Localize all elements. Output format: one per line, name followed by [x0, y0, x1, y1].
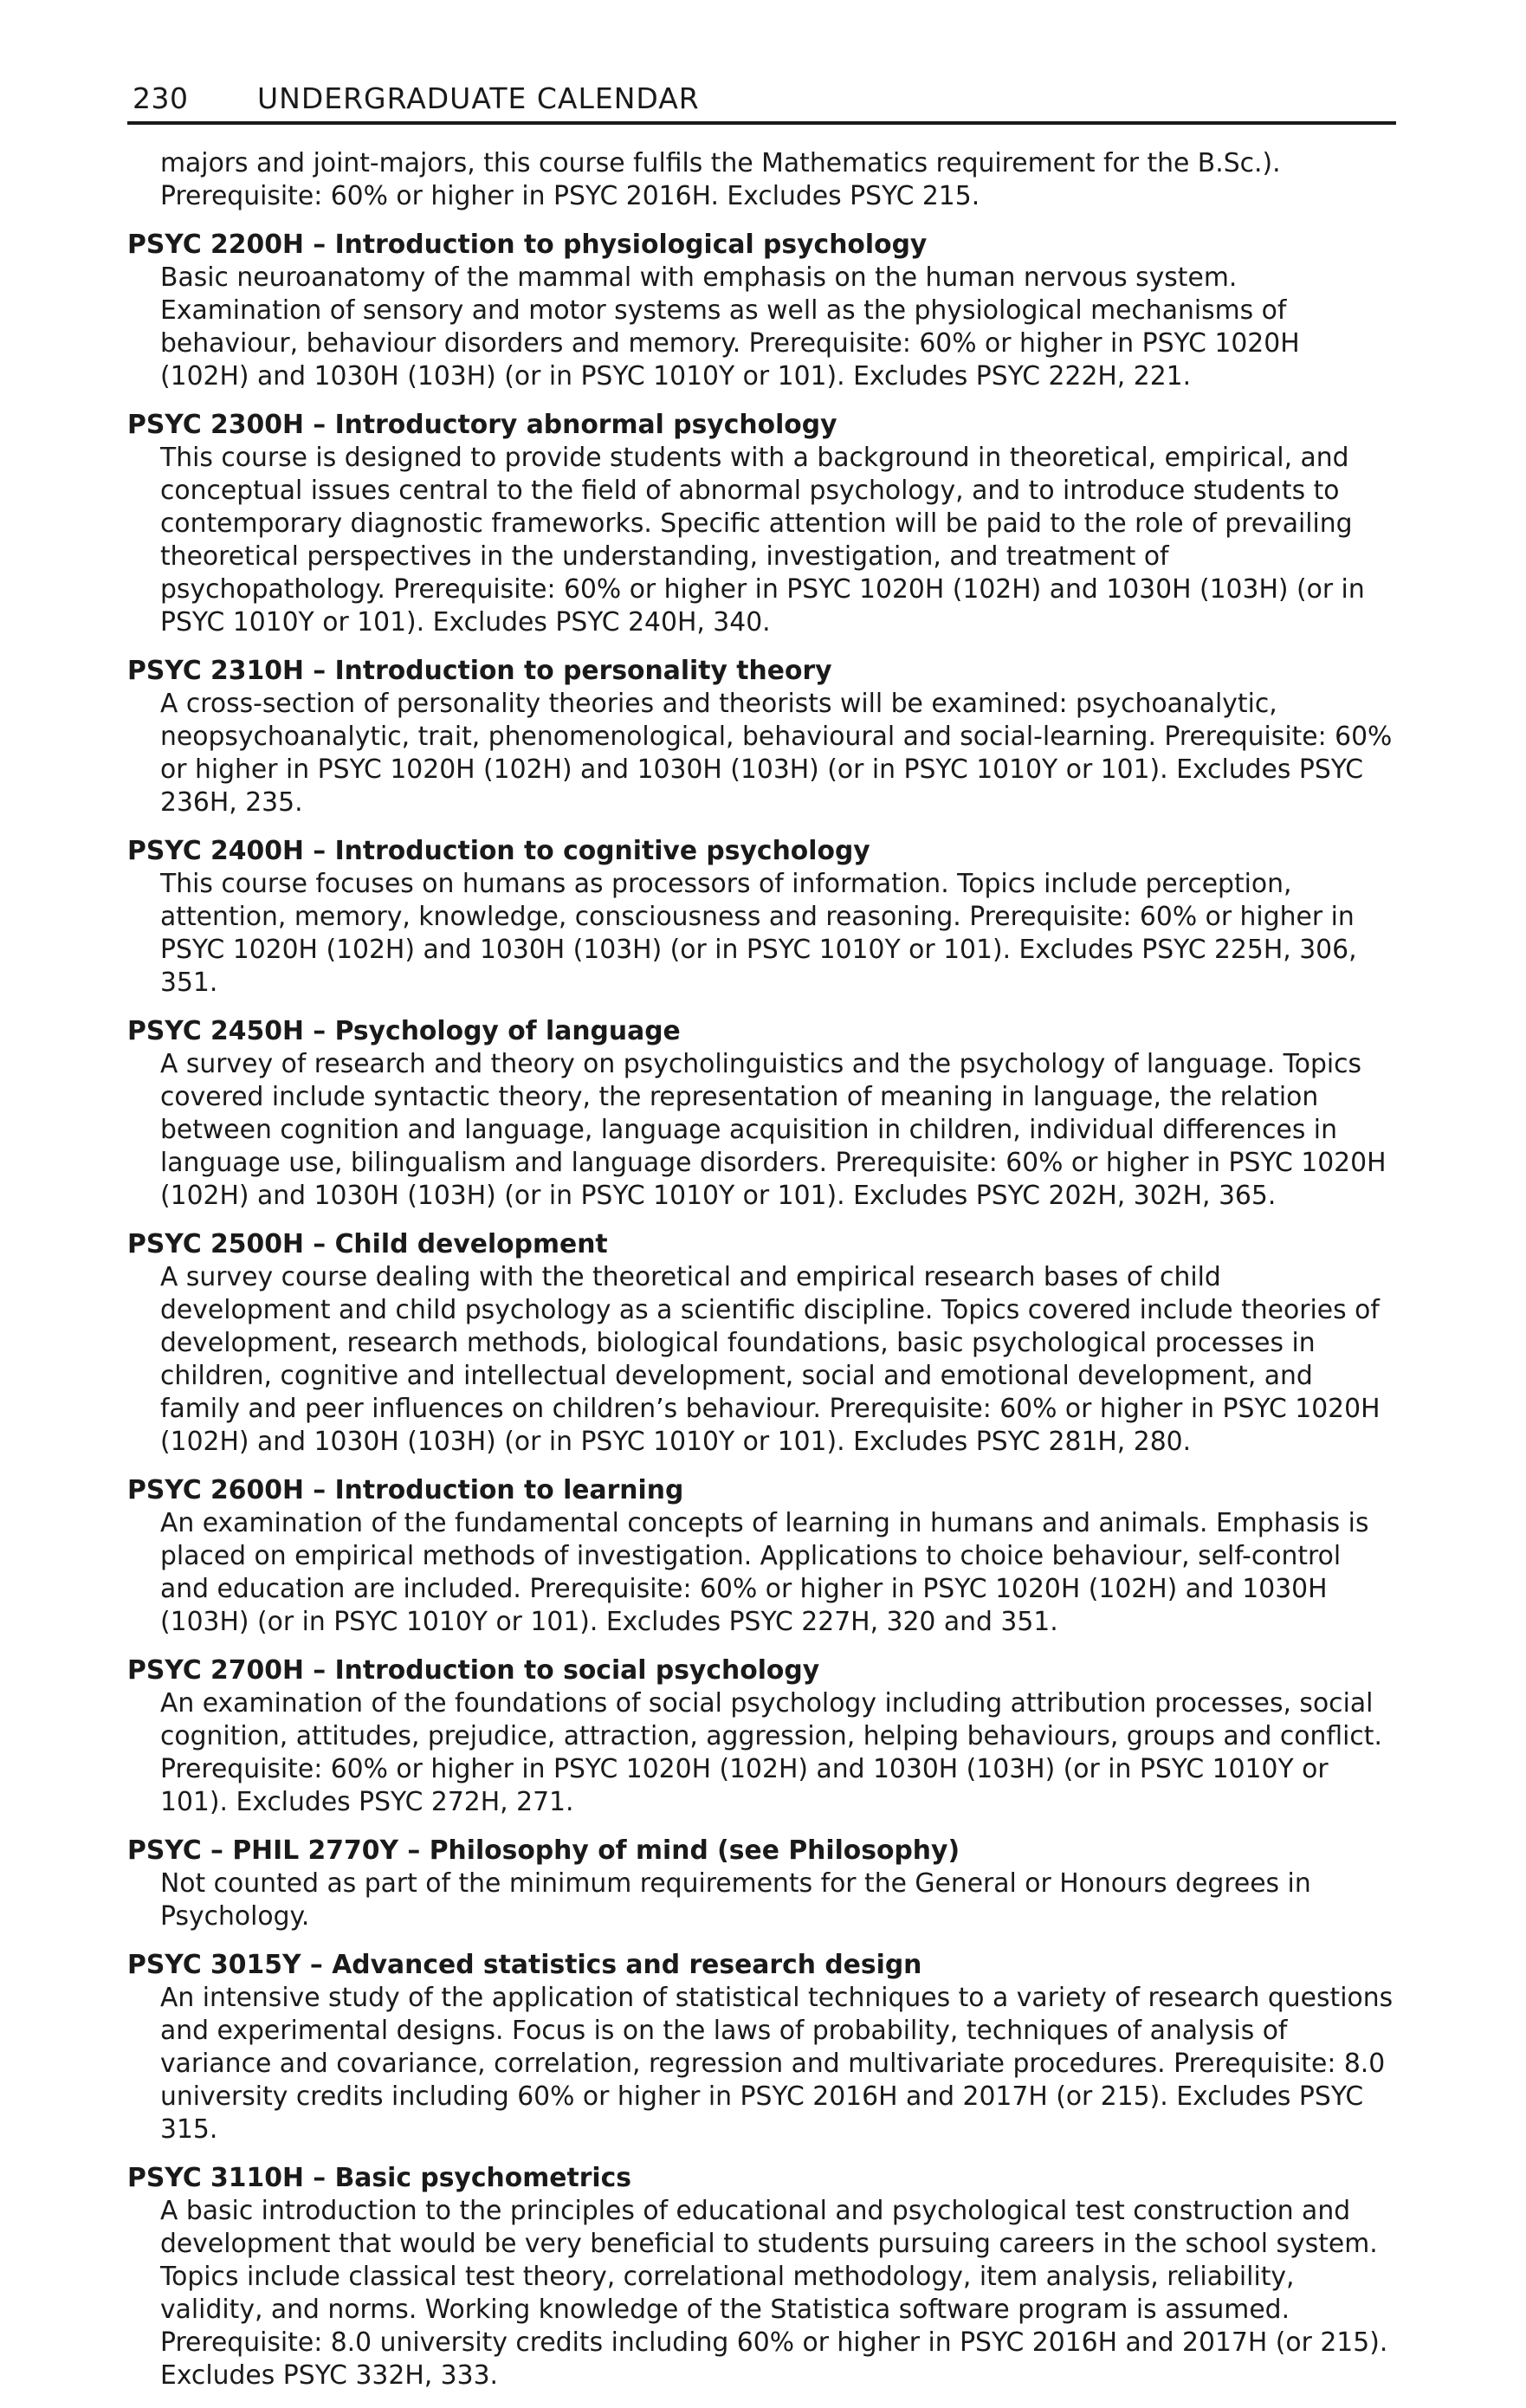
course-description: A survey course dealing with the theoretical and empirical research bases of child development and child psychology as a scientific discipline. Topics covered include theories of development, research methods, biological foundations, basic psychological processes in children, cognitive and intellectual development, social and emotional development, and family and peer influences on children’s behaviour. Prerequisite: 60% or higher in PSYC 1020H (102H) and 1030H (103H) (or in PSYC 1010Y or 101). Excludes PSYC 281H, 280.	[160, 1262, 1381, 1457]
course-description: An examination of the fundamental concepts of learning in humans and animals. Emphasis is placed on empirical methods of investigation. Applications to choice behaviour, self-control and education are included. Prerequisite: 60% or higher in PSYC 1020H (102H) and 1030H (103H) (or in PSYC 1010Y or 101). Excludes PSYC 227H, 320 and 351.	[160, 1508, 1369, 1637]
course-entry	[127, 835, 1396, 1000]
course-entry	[127, 229, 1396, 393]
course-entry	[127, 1228, 1396, 1459]
course-list	[127, 147, 1396, 2408]
course-entry	[127, 2162, 1396, 2392]
course-title: PSYC 3015Y – Advanced statistics and research design	[127, 1950, 922, 1980]
course-title: PSYC 2600H – Introduction to learning	[127, 1475, 684, 1505]
course-entry	[127, 655, 1396, 819]
course-title: PSYC 2500H – Child development	[127, 1229, 608, 1259]
page-header	[127, 76, 1396, 125]
course-title: PSYC 3110H – Basic psychometrics	[127, 2163, 632, 2193]
course-description: An intensive study of the application of statistical techniques to a variety of research questions and experimental designs. Focus is on the laws of probability, techniques of analysis of variance and covariance, correlation, regression and multivariate procedures. Prerequisite: 8.0 university credits including 60% or higher in PSYC 2016H and 2017H (or 215). Excludes PSYC 315.	[160, 1983, 1393, 2145]
course-description: A cross-section of personality theories and theorists will be examined: psychoanalytic, neopsychoanalytic, trait, phenomenological, behavioural and social-learning. Prerequisite: 60% or higher in PSYC 1020H (102H) and 1030H (103H) (or in PSYC 1010Y or 101). Excludes PSYC 236H, 235.	[160, 689, 1393, 818]
course-description: An examination of the foundations of social psychology including attribution processes, social cognition, attitudes, prejudice, attraction, aggression, helping behaviours, groups and conflict. Prerequisite: 60% or higher in PSYC 1020H (102H) and 1030H (103H) (or in PSYC 1010Y or 101). Excludes PSYC 272H, 271.	[160, 1688, 1382, 1817]
course-entry	[127, 1474, 1396, 1639]
course-title: PSYC 2400H – Introduction to cognitive psychology	[127, 836, 870, 866]
course-description: A survey of research and theory on psycholinguistics and the psychology of language. Topics covered include syntactic theory, the representation of meaning in language, the relation between cognition and language, language acquisition in children, individual differences in language use, bilingualism and language disorders. Prerequisite: 60% or higher in PSYC 1020H (102H) and 1030H (103H) (or in PSYC 1010Y or 101). Excludes PSYC 202H, 302H, 365.	[160, 1049, 1387, 1211]
course-description: This course is designed to provide students with a background in theoretical, empirical, and conceptual issues central to the field of abnormal psychology, and to introduce students to contemporary diagnostic frameworks. Specific attention will be paid to the role of prevailing theoretical perspectives in the understanding, investigation, and treatment of psychopathology. Prerequisite: 60% or higher in PSYC 1020H (102H) and 1030H (103H) (or in PSYC 1010Y or 101). Excludes PSYC 240H, 340.	[160, 443, 1365, 638]
course-description: Not counted as part of the minimum requirements for the General or Honours degrees in Psychology.	[160, 1868, 1311, 1932]
page-number: 230	[133, 81, 189, 115]
course-title: PSYC 2310H – Introduction to personality theory	[127, 656, 832, 686]
course-title: PSYC 2450H – Psychology of language	[127, 1016, 681, 1046]
continued-text: majors and joint-majors, this course fulfils the Mathematics requirement for the B.Sc.). Prerequisite: 60% or higher in PSYC 2016H. Excludes PSYC 215.	[160, 148, 1281, 211]
course-entry	[127, 1654, 1396, 1819]
course-description: This course focuses on humans as processors of information. Topics include perception, attention, memory, knowledge, consciousness and reasoning. Prerequisite: 60% or higher in PSYC 1020H (102H) and 1030H (103H) (or in PSYC 1010Y or 101). Excludes PSYC 225H, 306, 351.	[160, 869, 1357, 998]
course-entry	[127, 1835, 1396, 1933]
course-title: PSYC 2200H – Introduction to physiological psychology	[127, 230, 928, 260]
course-title: PSYC 2300H – Introductory abnormal psychology	[127, 410, 837, 440]
course-title: PSYC – PHIL 2770Y – Philosophy of mind (see Philosophy)	[127, 1835, 960, 1866]
running-title: UNDERGRADUATE CALENDAR	[257, 81, 700, 115]
course-entry	[127, 1949, 1396, 2146]
course-title: PSYC 2700H – Introduction to social psychology	[127, 1655, 820, 1686]
course-description: A basic introduction to the principles of educational and psychological test construction and development that would be very beneficial to students pursuing careers in the school system. Topics include classical test theory, correlational methodology, item analysis, reliability, validity, and norms. Working knowledge of the Statistica software program is assumed. Prerequisite: 8.0 university credits including 60% or higher in PSYC 2016H and 2017H (or 215). Excludes PSYC 332H, 333.	[160, 2196, 1388, 2391]
course-description: Basic neuroanatomy of the mammal with emphasis on the human nervous system. Examination of sensory and motor systems as well as the physiological mechanisms of behaviour, behaviour disorders and memory. Prerequisite: 60% or higher in PSYC 1020H (102H) and 1030H (103H) (or in PSYC 1010Y or 101). Excludes PSYC 222H, 221.	[160, 262, 1300, 392]
course-entry	[127, 409, 1396, 639]
course-entry	[127, 1015, 1396, 1213]
